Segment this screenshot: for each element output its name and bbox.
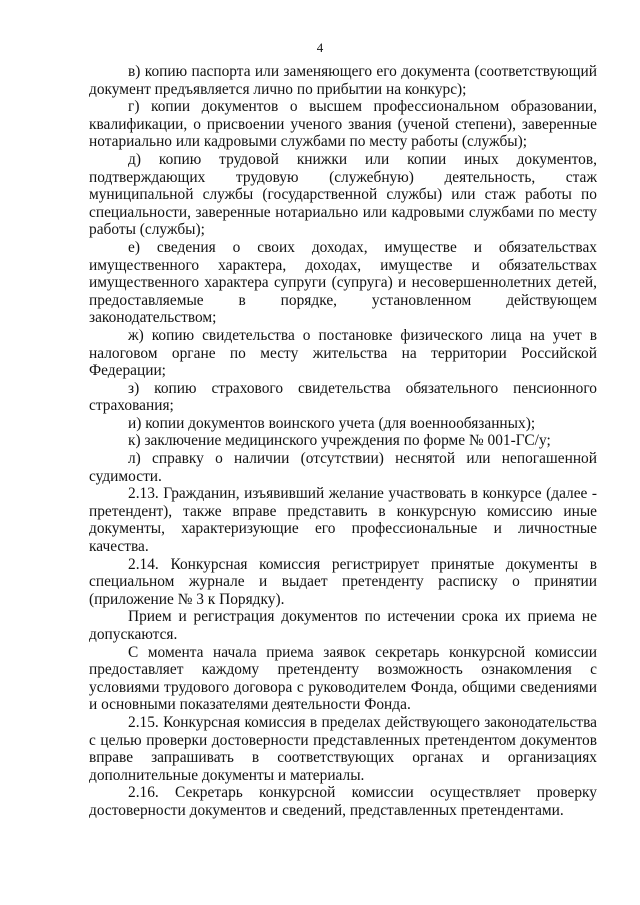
- paragraph-item-k: к) заключение медицинского учреждения по форме № 001-ГС/у;: [128, 432, 551, 450]
- paragraph-2-13: 2.13. Гражданин, изъявивший желание участвовать в конкурсе (далее - претендент), также вправе представить в конкурсную комиссию иные документы, характеризующие его профессиональные и личностные качества.: [89, 485, 597, 556]
- paragraph-document-deadline: Прием и регистрация документов по истечении срока их приема не допускаются.: [89, 608, 597, 643]
- paragraph-item-l: л) справку о наличии (отсутствии) неснятой или непогашенной судимости.: [89, 450, 597, 485]
- paragraph-2-14: 2.14. Конкурсная комиссия регистрирует принятые документы в специальном журнале и выдает претенденту расписку о принятии (приложение № 3 к Порядку).: [89, 555, 597, 608]
- paragraph-2-15: 2.15. Конкурсная комиссия в пределах действующего законодательства с целью проверки достоверности представленных претендентом документов вправе запрашивать в соответствующих органах и организациях дополнительные документы и материалы.: [89, 713, 597, 784]
- paragraph-item-e: е) сведения о своих доходах, имуществе и обязательствах имущественного характера, доходах, имуществе и обязательствах имущественного характера супруги (супруга) и несовершеннолетних детей, предоставляемые в порядке, установленном действующем законодательством;: [89, 238, 597, 327]
- document-body: [89, 63, 597, 820]
- paragraph-2-16: 2.16. Секретарь конкурсной комиссии осуществляет проверку достоверности документов и сведений, представленных претендентами.: [89, 784, 597, 819]
- paragraph-secretary-info: С момента начала приема заявок секретарь конкурсной комиссии предоставляет каждому претенденту возможность ознакомления с условиями трудового договора с руководителем Фонда, общими сведениями и основными показателями деятельности Фонда.: [89, 643, 597, 714]
- paragraph-item-g: г) копии документов о высшем профессиональном образовании, квалификации, о присвоении ученого звания (ученой степени), заверенные нотариально или кадровыми службами по месту работы (службы);: [89, 98, 597, 151]
- paragraph-item-v: в) копию паспорта или заменяющего его документа (соответствующий документ предъявляется лично по прибытии на конкурс);: [89, 63, 597, 98]
- paragraph-item-d: д) копию трудовой книжки или копии иных документов, подтверждающих трудовую (служебную) деятельность, стаж муниципальной службы (государственной службы) или стаж работы по специальности, заверенные нотариально или кадровыми службами по месту работы (службы);: [89, 150, 597, 239]
- paragraph-item-z: з) копию страхового свидетельства обязательного пенсионного страхования;: [89, 379, 597, 415]
- page-number: 4: [316, 40, 324, 55]
- paragraph-item-i: и) копии документов воинского учета (для военнообязанных);: [128, 414, 536, 432]
- paragraph-item-zh: ж) копию свидетельства о постановке физического лица на учет в налоговом органе по месту жительства на территории Российской Федерации;: [89, 326, 597, 380]
